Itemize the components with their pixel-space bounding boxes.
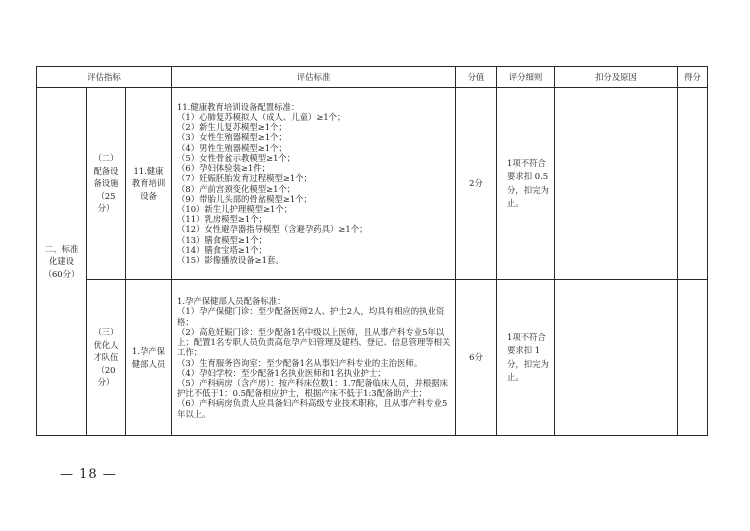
- subcategory-line: 才队伍: [93, 352, 119, 363]
- item-cell: [126, 280, 172, 436]
- detail-cell: [497, 280, 555, 436]
- standard-line: （8）产前宫颈变化模型≥1个；: [177, 183, 296, 194]
- category-line: 化建设: [48, 256, 75, 267]
- standard-line: （7）妊娠胚胎发育过程模型≥1个；: [177, 173, 312, 184]
- subcategory-line: 优化人: [93, 339, 119, 350]
- header-indicator: 评估指标: [37, 67, 172, 88]
- score-cell: 2分: [456, 88, 497, 280]
- standard-line: （4）孕妇学校：至少配备1名执业医师和1名执业护士；: [177, 367, 386, 378]
- page-number: — 18 —: [60, 467, 117, 482]
- deduction-cell: [555, 280, 678, 436]
- subcategory-line: 分）: [97, 203, 115, 214]
- header-detail: 评分细则: [497, 67, 555, 88]
- detail-line: 要求扣 0.5: [507, 171, 549, 182]
- header-points: 得分: [678, 67, 708, 88]
- standard-line: （1）孕产保健门诊：至少配备医师2人、护士2人，均具有相应的执业资格；: [177, 306, 445, 327]
- detail-line: 止。: [507, 371, 524, 382]
- subcategory-line: （三）: [93, 327, 119, 338]
- score-cell: 6分: [456, 280, 497, 436]
- item-line: 健部人员: [131, 358, 166, 369]
- points-cell: [678, 280, 708, 436]
- standard-line: （2）高危妊娠门诊：至少配备1名中级以上医师，且从事产科专业5年以上；配置1名专职人员负责高危孕产妇管理及建档、登记、信息管理等相关工作；: [177, 326, 451, 358]
- item-line: 11.健康: [133, 165, 164, 176]
- header-deduction: 扣分及原因: [555, 67, 678, 88]
- standard-cell: [172, 88, 456, 280]
- subcategory-line: （20: [96, 364, 116, 375]
- standard-line: （6）孕妇体验装≥1件；: [177, 163, 271, 174]
- item-line: 设备: [140, 190, 157, 201]
- subcategory-cell: [87, 280, 126, 436]
- standard-line: （6）产科病房负责人应具备妇产科高级专业技术职称，且从事产科专业5年以上。: [177, 398, 448, 419]
- standard-line: 11.健康教育培训设备配置标准：: [177, 101, 300, 112]
- detail-line: 分，扣完为: [507, 358, 549, 369]
- standard-line: （5）产科病房（含产房）：按产科床位数1：1.7配备临床人员，并根据床护比不低于1：0.5配备相应护士，根据产床不低于1:3配备助产士；: [177, 377, 449, 399]
- detail-line: 止。: [507, 197, 524, 208]
- standard-line: 1.孕产保健部人员配备标准：: [177, 296, 286, 307]
- points-cell: [678, 88, 708, 280]
- detail-line: 1项不符合: [507, 331, 546, 342]
- detail-line: 分，扣完为: [507, 184, 549, 195]
- standard-line: （11）乳房模型≥1个；: [177, 214, 268, 225]
- standard-line: （5）女性骨盆示教模型≥1个；: [177, 152, 296, 163]
- subcategory-line: 备设施: [93, 178, 119, 189]
- standard-line: （4）男性生殖器模型≥1个；: [177, 142, 287, 153]
- subcategory-cell: [87, 88, 126, 280]
- item-line: 教育培训: [131, 178, 166, 189]
- standard-line: （15）影像播放设备≥1套。: [177, 254, 284, 265]
- subcategory-line: 分）: [97, 377, 115, 388]
- detail-line: 1项不符合: [507, 157, 546, 168]
- detail-cell: [497, 88, 555, 280]
- table-row: [37, 280, 708, 436]
- standard-line: （14）膳食宝塔≥1个；: [177, 244, 268, 255]
- subcategory-line: 配备设: [93, 165, 119, 176]
- standard-cell: [172, 280, 456, 436]
- standard-line: （3）女性生殖器模型≥1个；: [177, 132, 287, 143]
- item-cell: [126, 88, 172, 280]
- standard-line: （1）心肺复苏模拟人（成人、儿童）≥1个；: [177, 112, 346, 123]
- header-score: 分值: [456, 67, 497, 88]
- standard-line: （9）带胎儿头部的骨盆模型≥1个；: [177, 193, 312, 204]
- header-row: [37, 67, 708, 88]
- subcategory-line: （25: [96, 190, 116, 201]
- subcategory-line: （二）: [93, 153, 119, 164]
- standard-line: （10）新生儿护理模型≥1个；: [177, 203, 293, 214]
- table-row: [37, 88, 708, 280]
- deduction-cell: [555, 88, 678, 280]
- standard-line: （2）新生儿复苏模型≥1个；: [177, 122, 287, 133]
- header-standard: 评估标准: [172, 67, 456, 88]
- detail-line: 要求扣 1: [507, 345, 541, 356]
- standard-line: （3）生育服务咨询室：至少配备1名从事妇产科专业的主治医师。: [177, 357, 423, 368]
- category-line: （60分）: [43, 268, 80, 279]
- category-line: 二、标准: [44, 243, 79, 254]
- standard-line: （13）膳食模型≥1个；: [177, 234, 268, 245]
- category-cell: [37, 88, 87, 436]
- evaluation-table: [36, 66, 708, 436]
- item-line: 1.孕产保: [131, 346, 166, 356]
- standard-line: （12）女性避孕器指导模型（含避孕药具）≥1个；: [177, 224, 368, 235]
